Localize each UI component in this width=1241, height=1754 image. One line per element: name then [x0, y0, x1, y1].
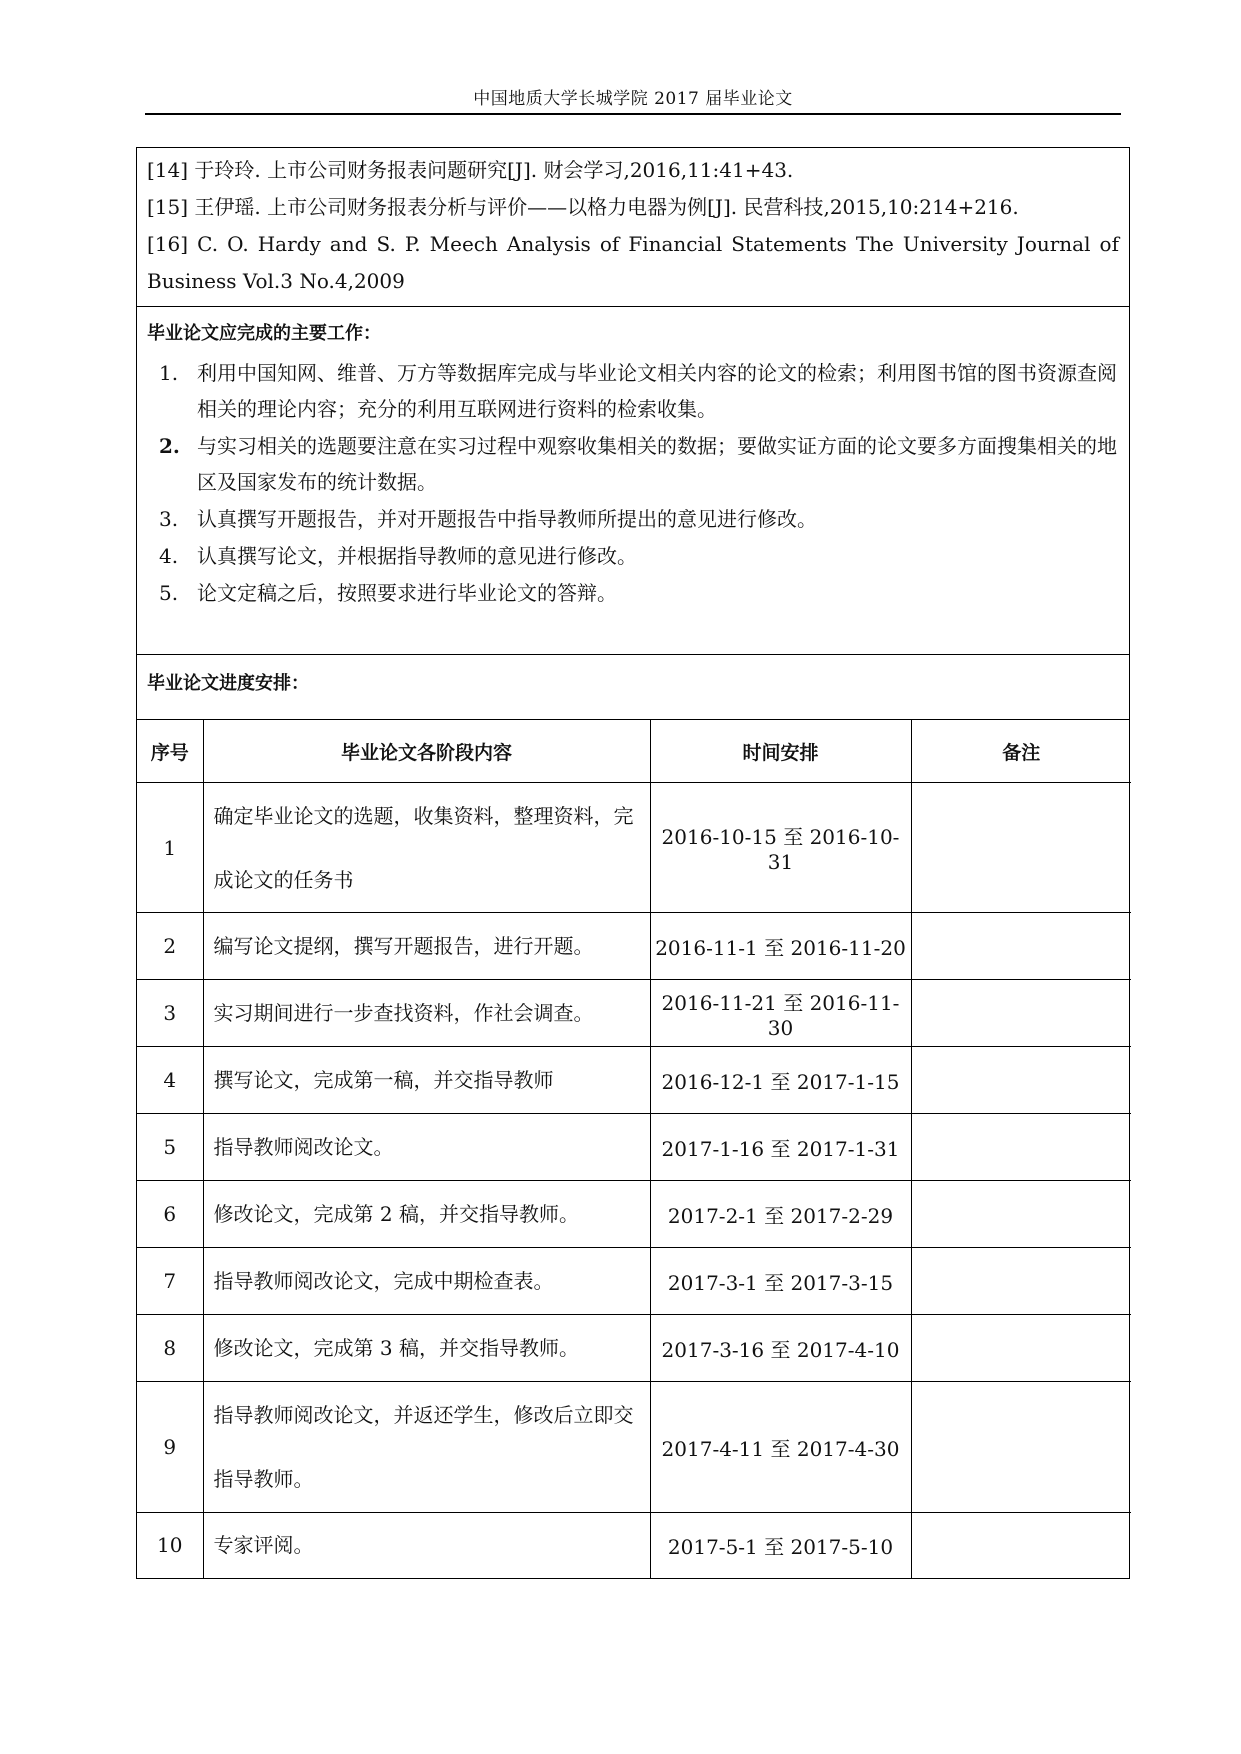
row-note [911, 980, 1131, 1047]
row-time: 2016-11-1 至 2016-11-20 [650, 913, 911, 980]
row-content: 撰写论文，完成第一稿，并交指导教师 [203, 1047, 650, 1114]
row-content: 编写论文提纲，撰写开题报告，进行开题。 [203, 913, 650, 980]
item-number: 5. [159, 581, 179, 605]
references-block [137, 148, 1129, 307]
row-time: 2017-3-1 至 2017-3-15 [650, 1248, 911, 1315]
row-no: 2 [137, 913, 203, 980]
row-note [911, 1047, 1131, 1114]
row-no: 3 [137, 980, 203, 1047]
reference-14: [14] 于玲玲. 上市公司财务报表问题研究[J]. 财会学习,2016,11:41+43. [147, 158, 794, 182]
row-note [911, 1382, 1131, 1513]
table-row [137, 1248, 1131, 1315]
row-note [911, 1181, 1131, 1248]
row-note [911, 1114, 1131, 1181]
item-number: 1. [159, 361, 179, 385]
row-content: 修改论文，完成第 2 稿，并交指导教师。 [203, 1181, 650, 1248]
schedule-title-row [137, 655, 1129, 720]
header-time: 时间安排 [650, 720, 911, 783]
table-row [137, 1315, 1131, 1382]
item-text: 认真撰写开题报告，并对开题报告中指导教师所提出的意见进行修改。 [197, 507, 817, 531]
table-row [137, 1047, 1131, 1114]
row-time: 2016-12-1 至 2017-1-15 [650, 1047, 911, 1114]
item-text: 认真撰写论文，并根据指导教师的意见进行修改。 [197, 544, 637, 568]
main-work-item [147, 575, 1119, 611]
row-time: 2017-4-11 至 2017-4-30 [650, 1382, 911, 1513]
row-no: 9 [137, 1382, 203, 1513]
schedule-table [137, 720, 1131, 1578]
table-row [137, 980, 1131, 1047]
row-note [911, 783, 1131, 913]
main-work-title: 毕业论文应完成的主要工作： [147, 323, 381, 344]
main-work-item [147, 355, 1119, 427]
page-header: 中国地质大学长城学院 2017 届毕业论文 [473, 89, 793, 109]
row-no: 6 [137, 1181, 203, 1248]
row-note [911, 1315, 1131, 1382]
row-content: 实习期间进行一步查找资料，作社会调查。 [203, 980, 650, 1047]
row-content: 指导教师阅改论文。 [203, 1114, 650, 1181]
table-row [137, 1181, 1131, 1248]
row-no: 8 [137, 1315, 203, 1382]
item-number: 2. [159, 434, 180, 458]
header-content: 毕业论文各阶段内容 [203, 720, 650, 783]
row-content: 确定毕业论文的选题，收集资料，整理资料，完成论文的任务书 [203, 783, 650, 913]
item-text: 与实习相关的选题要注意在实习过程中观察收集相关的数据；要做实证方面的论文要多方面搜集相关的地区及国家发布的统计数据。 [197, 434, 1117, 494]
main-work-item [147, 428, 1119, 500]
table-row [137, 1382, 1131, 1513]
row-no: 5 [137, 1114, 203, 1181]
item-number: 4. [159, 544, 179, 568]
row-content: 指导教师阅改论文，完成中期检查表。 [203, 1248, 650, 1315]
row-time: 2016-11-21 至 2016-11-30 [650, 980, 911, 1047]
reference-15: [15] 王伊瑶. 上市公司财务报表分析与评价——以格力电器为例[J]. 民营科技,2015,10:214+216. [147, 195, 1019, 219]
table-row [137, 1114, 1131, 1181]
table-row [137, 1513, 1131, 1578]
document-frame [136, 147, 1130, 1579]
schedule-header-row [137, 720, 1131, 783]
row-no: 7 [137, 1248, 203, 1315]
table-row [137, 783, 1131, 913]
row-no: 10 [137, 1513, 203, 1578]
row-no: 4 [137, 1047, 203, 1114]
item-number: 3. [159, 507, 179, 531]
row-content: 修改论文，完成第 3 稿，并交指导教师。 [203, 1315, 650, 1382]
row-time: 2017-1-16 至 2017-1-31 [650, 1114, 911, 1181]
row-time: 2017-3-16 至 2017-4-10 [650, 1315, 911, 1382]
item-text: 利用中国知网、维普、万方等数据库完成与毕业论文相关内容的论文的检索；利用图书馆的图书资源查阅相关的理论内容；充分的利用互联网进行资料的检索收集。 [197, 361, 1117, 421]
table-row [137, 913, 1131, 980]
header-note: 备注 [911, 720, 1131, 783]
row-note [911, 1248, 1131, 1315]
main-work-list [147, 355, 1119, 611]
row-note [911, 1513, 1131, 1578]
main-work-item [147, 538, 1119, 574]
header-rule [145, 113, 1121, 115]
row-note [911, 913, 1131, 980]
header-no: 序号 [137, 720, 203, 783]
schedule-title: 毕业论文进度安排： [147, 673, 309, 694]
item-text: 论文定稿之后，按照要求进行毕业论文的答辩。 [197, 581, 617, 605]
row-time: 2017-5-1 至 2017-5-10 [650, 1513, 911, 1578]
row-no: 1 [137, 783, 203, 913]
row-content: 指导教师阅改论文，并返还学生，修改后立即交指导教师。 [203, 1382, 650, 1513]
main-work-section [137, 307, 1129, 655]
row-time: 2017-2-1 至 2017-2-29 [650, 1181, 911, 1248]
row-content: 专家评阅。 [203, 1513, 650, 1578]
row-time: 2016-10-15 至 2016-10-31 [650, 783, 911, 913]
reference-16: [16] C. O. Hardy and S. P. Meech Analysis of Financial Statements The University Journal of Business Vol.3 No.4,2009 [147, 232, 1119, 293]
main-work-item [147, 501, 1119, 537]
